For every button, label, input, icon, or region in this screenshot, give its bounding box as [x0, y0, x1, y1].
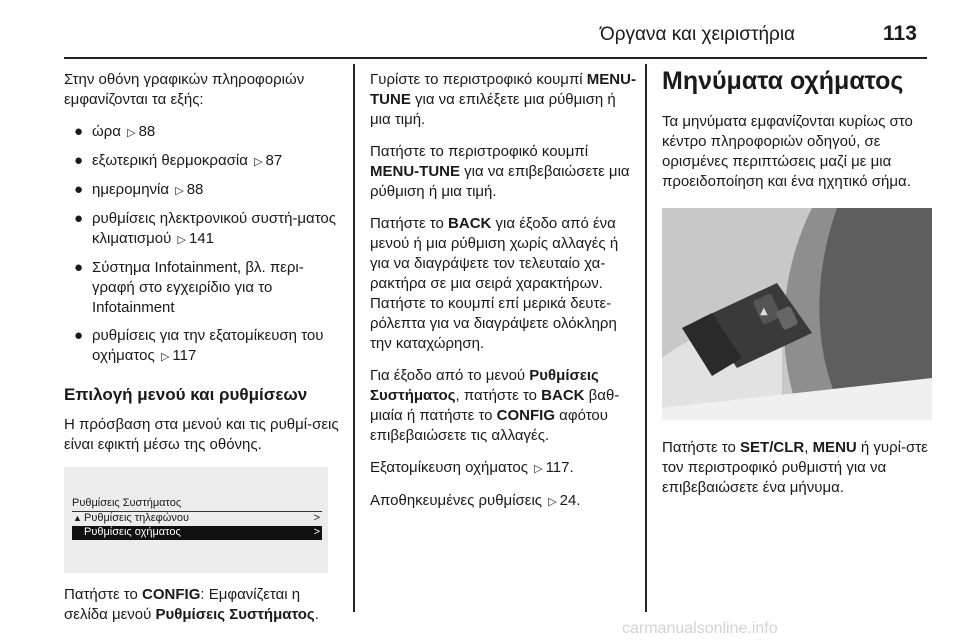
info-list [64, 122, 346, 367]
page-ref-icon: ▷ [254, 156, 263, 168]
triangle-icon: ▲ [73, 513, 82, 523]
list-item: ● ρυθμίσεις για την εξατομίκευση του οχήματος ▷ 117 [74, 327, 324, 364]
chevron-right-icon: > [313, 512, 320, 524]
reference-line: Αποθηκευμένες ρυθμίσεις ▷ 24. [370, 492, 581, 509]
page-number: 113 [883, 22, 917, 45]
display-screenshot [64, 467, 328, 573]
bullet-icon: ● [74, 123, 84, 140]
column-3 [662, 66, 934, 510]
confirm-text: Πατήστε το SET/CLR, MENU ή γυρί-στε τον περιστροφικό ρυθμιστή για να επιβεβαιώσετε ένα μήνυμα. [662, 439, 928, 496]
section-heading: Μηνύματα οχήματος [662, 67, 904, 95]
page-ref: 117 [172, 347, 197, 364]
steering-stalk-photo [662, 208, 932, 420]
page-ref-icon: ▷ [177, 234, 186, 246]
subheading: Επιλογή μενού και ρυθμίσεων [64, 385, 308, 404]
list-item: ● ρυθμίσεις ηλεκτρονικού συστή-ματος κλιματισμού ▷ 141 [74, 210, 336, 247]
paragraph: Γυρίστε το περιστροφικό κουμπί MENU-TUNE για να επιλέξετε μια ρύθμιση ή μια τιμή. [370, 71, 636, 128]
page-ref-icon: ▷ [160, 351, 170, 363]
intro-text: Τα μηνύματα εμφανίζονται κυρίως στο κέντρο πληροφοριών οδηγού, σε ορισμένες περιπτώσεις μαζί με μια προειδοποίηση και ένα ηχητικό σήμα. [662, 113, 913, 190]
screen-row-selected: Ρυθμίσεις οχήματος > [72, 526, 322, 540]
section-title: Όργανα και χειριστήρια [600, 24, 796, 45]
paragraph: Πατήστε το BACK για έξοδο από ένα μενού ή μια ρύθμιση χωρίς αλλαγές ή για να διαγράψετε τον τελευταίο χα-ρακτήρα σε μια σειρά χαρακτήρων. Πατήστε το κουμπί επί μερικά δευτε-ρόλεπτα για να διαγράψετε ολόκληρη την καταχώρηση. [370, 215, 619, 352]
column-2 [370, 70, 638, 524]
bullet-icon: ● [74, 327, 84, 344]
bullet-icon: ● [74, 210, 84, 227]
paragraph: Πατήστε το περιστροφικό κουμπί MENU-TUNE για να επιβεβαιώσετε μια ρύθμιση ή μια τιμή. [370, 143, 630, 200]
config-text: Πατήστε το CONFIG: Εμφανίζεται η σελίδα μενού Ρυθμίσεις Συστήματος. [64, 586, 319, 623]
column-divider [645, 64, 647, 612]
page-ref-icon: ▷ [127, 127, 136, 139]
list-item: ● Σύστημα Infotainment, βλ. περι-γραφή στο εγχειρίδιο για το Infotainment [74, 259, 304, 316]
bullet-icon: ● [74, 152, 84, 169]
screen-title: Ρυθμίσεις Συστήματος [72, 497, 322, 512]
paragraph: Για έξοδο από το μενού Ρυθμίσεις Συστήματος, πατήστε το BACK βαθ-μιαία ή πατήστε το CONFIG αφότου επιβεβαιώσετε τις αλλαγές. [370, 367, 620, 444]
svg-text:▲: ▲ [760, 306, 768, 317]
access-text: Η πρόσβαση στα μενού και τις ρυθμί-σεις είναι εφικτή μέσω της οθόνης. [64, 416, 339, 453]
page-ref-icon: ▷ [175, 185, 184, 197]
page-ref: 88 [138, 123, 156, 140]
bullet-icon: ● [74, 181, 84, 198]
chevron-right-icon: > [313, 526, 320, 538]
reference-line: Εξατομίκευση οχήματος ▷ 117. [370, 459, 574, 476]
column-1 [64, 70, 346, 637]
page-ref: 88 [186, 181, 204, 198]
watermark: carmanualsonline.info [622, 620, 778, 637]
page-ref: 87 [265, 152, 283, 169]
page-ref: 141 [189, 230, 215, 247]
list-item: ● ώρα ▷ 88 [74, 123, 156, 140]
page-ref-icon: ▷ [534, 463, 543, 475]
header-rule [64, 57, 927, 59]
list-item: ● εξωτερική θερμοκρασία ▷ 87 [74, 152, 283, 169]
screen-row: ▲ Ρυθμίσεις τηλεφώνου > [73, 512, 320, 524]
bullet-icon: ● [74, 259, 84, 276]
list-item: ● ημερομηνία ▷ 88 [74, 181, 204, 198]
column-divider [353, 64, 355, 612]
intro-text: Στην οθόνη γραφικών πληροφοριών εμφανίζονται τα εξής: [64, 71, 305, 108]
page-ref-icon: ▷ [548, 496, 557, 508]
